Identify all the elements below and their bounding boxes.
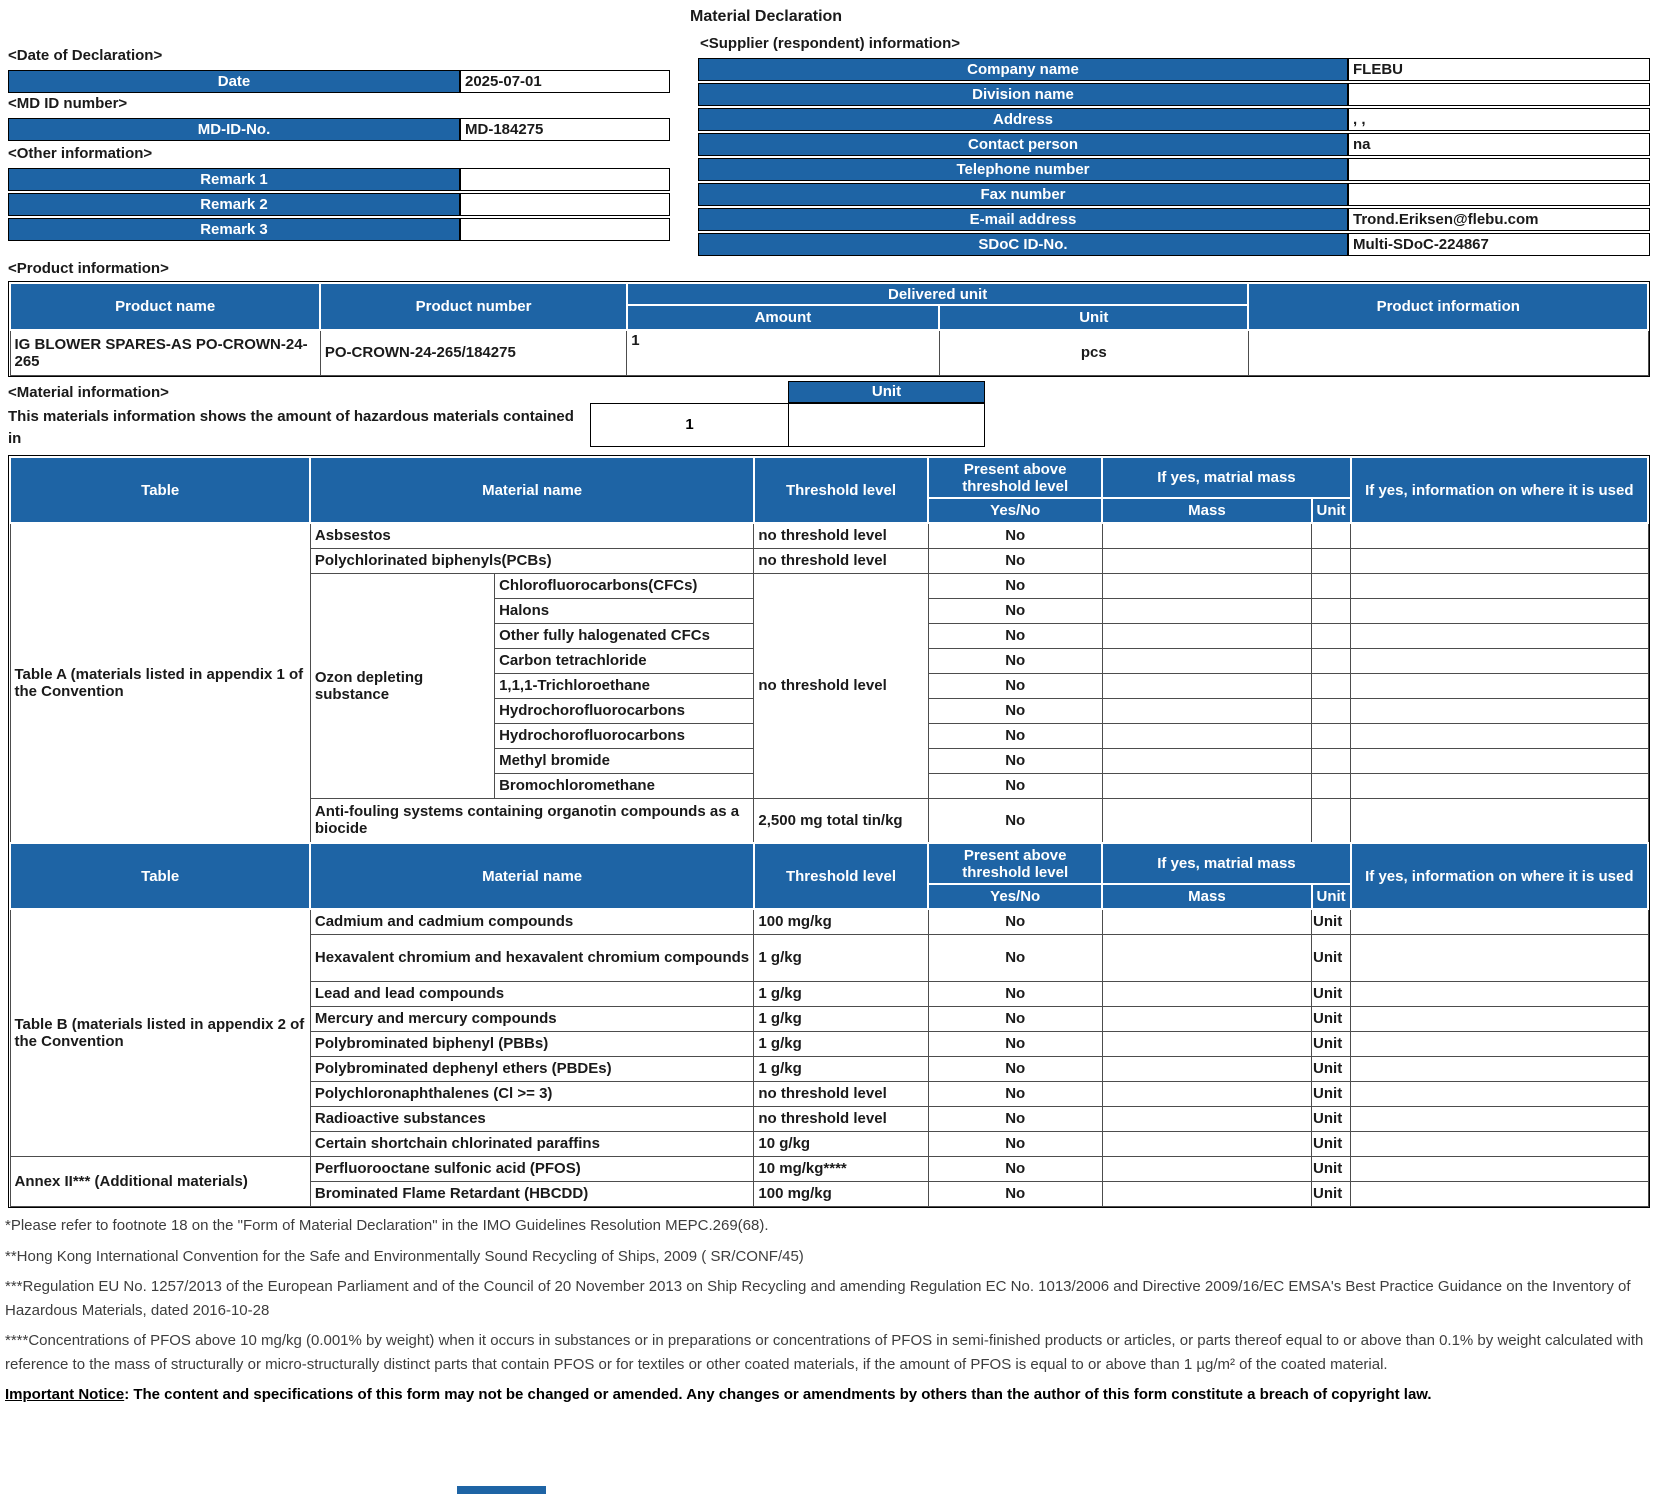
threshold-cell: 1 g/kg: [754, 1006, 928, 1031]
present-cell: No: [928, 673, 1102, 698]
remark-3-value-cell: [460, 218, 670, 241]
date-table: [8, 68, 670, 95]
present-cell: No: [928, 981, 1102, 1006]
unit-cell: [1312, 748, 1351, 773]
usage-cell: [1351, 1106, 1648, 1131]
unit-cell: Unit: [1312, 1006, 1351, 1031]
unit-cell: Unit: [1312, 981, 1351, 1006]
present-cell: No: [928, 723, 1102, 748]
threshold-cell: no threshold level: [754, 1081, 928, 1106]
unit-cell: [1312, 798, 1351, 843]
material-cell: Carbon tetrachloride: [495, 648, 754, 673]
md-id-row: [8, 118, 670, 141]
contact-person-value-cell: na: [1348, 133, 1650, 156]
threshold-cell: 10 g/kg: [754, 1131, 928, 1156]
unit-cell: Unit: [1312, 909, 1351, 934]
remark-3-label-cell: Remark 3: [8, 218, 460, 241]
present-cell: No: [928, 1056, 1102, 1081]
mass-cell: [1102, 798, 1311, 843]
mass-unit-header: Unit: [1312, 498, 1351, 523]
date-row: [8, 70, 670, 93]
present-cell: No: [928, 573, 1102, 598]
table-a-label-cell: Table A (materials listed in appendix 1 of the Convention: [10, 523, 310, 843]
unit-cell: [1312, 648, 1351, 673]
hazmat-table: [8, 455, 1650, 1208]
material-cell: Hydrochorofluorocarbons: [495, 723, 754, 748]
mass-cell: [1102, 981, 1311, 1006]
supplier-row: [698, 183, 1650, 206]
yes-no-header-2: Yes/No: [928, 884, 1102, 909]
unit-cell: [1312, 723, 1351, 748]
present-cell: No: [928, 1131, 1102, 1156]
usage-cell: [1351, 723, 1648, 748]
material-cell: Radioactive substances: [310, 1106, 754, 1131]
usage-cell: [1351, 673, 1648, 698]
remark-row: [8, 218, 670, 241]
material-cell: Cadmium and cadmium compounds: [310, 909, 754, 934]
material-cell: Perfluorooctane sulfonic acid (PFOS): [310, 1156, 754, 1181]
present-cell: No: [928, 934, 1102, 981]
mass-cell: [1102, 548, 1311, 573]
threshold-cell: 1 g/kg: [754, 1056, 928, 1081]
product-info-cell: [1248, 330, 1648, 375]
present-cell: No: [928, 648, 1102, 673]
division-name-label-cell: Division name: [698, 83, 1348, 106]
ozone-group-cell: Ozon depleting substance: [310, 573, 494, 798]
supplier-row: [698, 233, 1650, 256]
usage-cell: [1351, 773, 1648, 798]
present-cell: No: [928, 1181, 1102, 1206]
material-cell: Anti-fouling systems containing organotin compounds as a biocide: [310, 798, 754, 843]
important-notice: [5, 1383, 1650, 1407]
mass-cell: [1102, 1056, 1311, 1081]
telephone-value-cell: [1348, 158, 1650, 181]
unit-cell: [1312, 623, 1351, 648]
threshold-level-header-2: Threshold level: [754, 843, 928, 909]
material-mass-header-2: If yes, matrial mass: [1102, 843, 1350, 884]
footnote-4: ****Concentrations of PFOS above 10 mg/kg (0.001% by weight) when it occurs in substances or in preparations or concentrations of PFOS in semi-finished products or articles, or parts thereof equal to or above than 0.1% by weight calculated with reference to the mass of structurally or micro-structurally distinct parts that contain PFOS or for textiles or other coated materials, if the amount of PFOS is equal to or above than 1 µg/m² of the coated material.: [5, 1332, 1644, 1373]
supplier-table: [698, 56, 1650, 258]
important-notice-label: Important Notice: [5, 1386, 125, 1403]
unit-cell: Unit: [1312, 934, 1351, 981]
mass-cell: [1102, 934, 1311, 981]
usage-cell: [1351, 598, 1648, 623]
yes-no-header: Yes/No: [928, 498, 1102, 523]
usage-cell: [1351, 798, 1648, 843]
present-cell: No: [928, 773, 1102, 798]
material-cell: Polybrominated biphenyl (PBBs): [310, 1031, 754, 1056]
mass-cell: [1102, 748, 1311, 773]
present-cell: No: [928, 623, 1102, 648]
threshold-cell: no threshold level: [754, 1106, 928, 1131]
material-cell: Bromochloromethane: [495, 773, 754, 798]
threshold-cell: 100 mg/kg: [754, 909, 928, 934]
present-cell: No: [928, 698, 1102, 723]
usage-cell: [1351, 648, 1648, 673]
amount-header: Amount: [627, 305, 939, 330]
usage-cell: [1351, 1156, 1648, 1181]
mass-unit-header-2: Unit: [1312, 884, 1351, 909]
usage-cell: [1351, 909, 1648, 934]
mass-cell: [1102, 909, 1311, 934]
mass-cell: [1102, 623, 1311, 648]
company-name-label-cell: Company name: [698, 58, 1348, 81]
material-cell: Polychloronaphthalenes (Cl >= 3): [310, 1081, 754, 1106]
table-b-label-cell: Table B (materials listed in appendix 2 of the Convention: [10, 909, 310, 1156]
date-value-cell: 2025-07-01: [460, 70, 670, 93]
fax-value-cell: [1348, 183, 1650, 206]
material-name-header: Material name: [310, 457, 754, 523]
usage-cell: [1351, 748, 1648, 773]
mass-header-2: Mass: [1102, 884, 1311, 909]
mass-cell: [1102, 523, 1311, 548]
threshold-cell: no threshold level: [754, 548, 928, 573]
material-cell: 1,1,1-Trichloroethane: [495, 673, 754, 698]
footnotes: [5, 1214, 1650, 1414]
supplier-row: [698, 208, 1650, 231]
threshold-cell: no threshold level: [754, 573, 928, 798]
contact-person-label-cell: Contact person: [698, 133, 1348, 156]
present-above-header: Present above threshold level: [928, 457, 1102, 498]
fax-label-cell: Fax number: [698, 183, 1348, 206]
address-label-cell: Address: [698, 108, 1348, 131]
present-cell: No: [928, 1031, 1102, 1056]
mass-cell: [1102, 1006, 1311, 1031]
table-header-2: Table: [10, 843, 310, 909]
sdoc-id-value-cell: Multi-SDoC-224867: [1348, 233, 1650, 256]
mass-cell: [1102, 773, 1311, 798]
supplier-row: [698, 108, 1650, 131]
table-header: Table: [10, 457, 310, 523]
remark-row: [8, 193, 670, 216]
mass-cell: [1102, 673, 1311, 698]
usage-cell: [1351, 1006, 1648, 1031]
product-amount-cell: 1: [627, 330, 939, 375]
material-cell: Mercury and mercury compounds: [310, 1006, 754, 1031]
material-info-unit-header: Unit: [788, 381, 985, 403]
present-cell: No: [928, 598, 1102, 623]
mass-cell: [1102, 1181, 1311, 1206]
present-cell: No: [928, 1106, 1102, 1131]
material-mass-header: If yes, matrial mass: [1102, 457, 1350, 498]
threshold-cell: 2,500 mg total tin/kg: [754, 798, 928, 843]
mass-cell: [1102, 723, 1311, 748]
mass-header: Mass: [1102, 498, 1311, 523]
mass-cell: [1102, 1031, 1311, 1056]
material-cell: Hexavalent chromium and hexavalent chromium compounds: [310, 934, 754, 981]
usage-cell: [1351, 934, 1648, 981]
unit-cell: Unit: [1312, 1181, 1351, 1206]
material-info-description: This materials information shows the amount of hazardous materials contained in: [8, 408, 574, 447]
mass-cell: [1102, 1131, 1311, 1156]
product-table: [8, 281, 1650, 377]
footnote-2: **Hong Kong International Convention for the Safe and Environmentally Sound Recycling of Ships, 2009 ( SR/CONF/45): [5, 1247, 804, 1265]
telephone-label-cell: Telephone number: [698, 158, 1348, 181]
remark-row: [8, 168, 670, 191]
material-cell: Chlorofluorocarbons(CFCs): [495, 573, 754, 598]
mass-cell: [1102, 648, 1311, 673]
unit-cell: [1312, 673, 1351, 698]
usage-cell: [1351, 1081, 1648, 1106]
threshold-cell: 100 mg/kg: [754, 1181, 928, 1206]
present-cell: No: [928, 1006, 1102, 1031]
md-id-value-cell: MD-184275: [460, 118, 670, 141]
unit-cell: [1312, 523, 1351, 548]
material-cell: Asbsestos: [310, 523, 754, 548]
material-cell: Other fully halogenated CFCs: [495, 623, 754, 648]
footnote-3: ***Regulation EU No. 1257/2013 of the European Parliament and of the Council of 20 November 2013 on Ship Recycling and amending Regulation EC No. 1013/2006 and Directive 2009/16/EC EMSA's Best Practice Guidance on the Inventory of Hazardous Materials, dated 2016-10-28: [5, 1278, 1631, 1319]
date-label-cell: Date: [8, 70, 460, 93]
mass-cell: [1102, 698, 1311, 723]
usage-cell: [1351, 573, 1648, 598]
email-value-cell: Trond.Eriksen@flebu.com: [1348, 208, 1650, 231]
threshold-cell: no threshold level: [754, 523, 928, 548]
material-cell: Lead and lead compounds: [310, 981, 754, 1006]
mass-cell: [1102, 1081, 1311, 1106]
remark-1-value-cell: [460, 168, 670, 191]
product-name-cell: IG BLOWER SPARES-AS PO-CROWN-24-265: [10, 330, 320, 375]
present-above-header-2: Present above threshold level: [928, 843, 1102, 884]
present-cell: No: [928, 909, 1102, 934]
usage-cell: [1351, 981, 1648, 1006]
material-cell: Certain shortchain chlorinated paraffins: [310, 1131, 754, 1156]
section-label-date: <Date of Declaration>: [8, 47, 163, 64]
division-name-value-cell: [1348, 83, 1650, 106]
unit-cell: [1312, 598, 1351, 623]
present-cell: No: [928, 748, 1102, 773]
usage-cell: [1351, 1131, 1648, 1156]
material-info-amount-cell: 1: [590, 403, 789, 447]
product-name-header: Product name: [10, 283, 320, 330]
threshold-level-header: Threshold level: [754, 457, 928, 523]
mass-cell: [1102, 573, 1311, 598]
address-value-cell: , ,: [1348, 108, 1650, 131]
threshold-cell: 1 g/kg: [754, 1031, 928, 1056]
table-row: [10, 1156, 1648, 1181]
threshold-cell: 1 g/kg: [754, 934, 928, 981]
usage-cell: [1351, 523, 1648, 548]
page-title: Material Declaration: [690, 8, 843, 25]
product-number-header: Product number: [320, 283, 626, 330]
present-cell: No: [928, 523, 1102, 548]
present-cell: No: [928, 548, 1102, 573]
threshold-cell: 1 g/kg: [754, 981, 928, 1006]
sdoc-id-label-cell: SDoC ID-No.: [698, 233, 1348, 256]
material-cell: Hydrochorofluorocarbons: [495, 698, 754, 723]
supplier-row: [698, 58, 1650, 81]
unit-cell: [1312, 573, 1351, 598]
product-information-header: Product information: [1248, 283, 1648, 330]
material-cell: Methyl bromide: [495, 748, 754, 773]
unit-cell: [1312, 773, 1351, 798]
unit-cell: Unit: [1312, 1081, 1351, 1106]
section-label-other: <Other information>: [8, 145, 153, 162]
material-cell: Polybrominated dephenyl ethers (PBDEs): [310, 1056, 754, 1081]
important-notice-text: : The content and specifications of this form may not be changed or amended. Any changes or amendments by others than the author of this form constitute a breach of copyright law.: [124, 1386, 1432, 1403]
product-row: [10, 330, 1648, 375]
unit-cell: [1312, 698, 1351, 723]
unit-cell: Unit: [1312, 1056, 1351, 1081]
truncated-table-fragment: [457, 1486, 546, 1494]
annex-label-cell: Annex II*** (Additional materials): [10, 1156, 310, 1206]
material-name-header-2: Material name: [310, 843, 754, 909]
usage-cell: [1351, 1031, 1648, 1056]
unit-cell: Unit: [1312, 1156, 1351, 1181]
mass-cell: [1102, 1106, 1311, 1131]
remark-1-label-cell: Remark 1: [8, 168, 460, 191]
unit-cell: Unit: [1312, 1031, 1351, 1056]
md-id-label-cell: MD-ID-No.: [8, 118, 460, 141]
info-where-used-header-2: If yes, information on where it is used: [1351, 843, 1648, 909]
md-id-table: [8, 116, 670, 143]
email-label-cell: E-mail address: [698, 208, 1348, 231]
present-cell: No: [928, 798, 1102, 843]
unit-cell: Unit: [1312, 1106, 1351, 1131]
usage-cell: [1351, 698, 1648, 723]
usage-cell: [1351, 1056, 1648, 1081]
supplier-row: [698, 158, 1650, 181]
product-number-cell: PO-CROWN-24-265/184275: [320, 330, 626, 375]
supplier-row: [698, 83, 1650, 106]
remark-2-label-cell: Remark 2: [8, 193, 460, 216]
material-cell: Halons: [495, 598, 754, 623]
material-cell: Brominated Flame Retardant (HBCDD): [310, 1181, 754, 1206]
present-cell: No: [928, 1081, 1102, 1106]
footnote-1: *Please refer to footnote 18 on the "Form of Material Declaration" in the IMO Guidelines Resolution MEPC.269(68).: [5, 1217, 769, 1234]
delivered-unit-header: Delivered unit: [627, 283, 1249, 305]
company-name-value-cell: FLEBU: [1348, 58, 1650, 81]
table-row: [10, 909, 1648, 934]
usage-cell: [1351, 623, 1648, 648]
section-label-md-id: <MD ID number>: [8, 95, 128, 112]
material-info-unit-cell: [788, 403, 985, 447]
remarks-table: [8, 166, 670, 243]
threshold-cell: 10 mg/kg****: [754, 1156, 928, 1181]
usage-cell: [1351, 548, 1648, 573]
section-label-supplier: <Supplier (respondent) information>: [700, 35, 961, 52]
remark-2-value-cell: [460, 193, 670, 216]
product-unit-cell: pcs: [939, 330, 1248, 375]
supplier-row: [698, 133, 1650, 156]
unit-cell: [1312, 548, 1351, 573]
mass-cell: [1102, 598, 1311, 623]
mass-cell: [1102, 1156, 1311, 1181]
table-row: [10, 523, 1648, 548]
unit-header: Unit: [939, 305, 1248, 330]
present-cell: No: [928, 1156, 1102, 1181]
unit-cell: Unit: [1312, 1131, 1351, 1156]
material-cell: Polychlorinated biphenyls(PCBs): [310, 548, 754, 573]
usage-cell: [1351, 1181, 1648, 1206]
section-label-material: <Material information>: [8, 384, 169, 401]
info-where-used-header: If yes, information on where it is used: [1351, 457, 1648, 523]
section-label-product: <Product information>: [8, 260, 169, 277]
